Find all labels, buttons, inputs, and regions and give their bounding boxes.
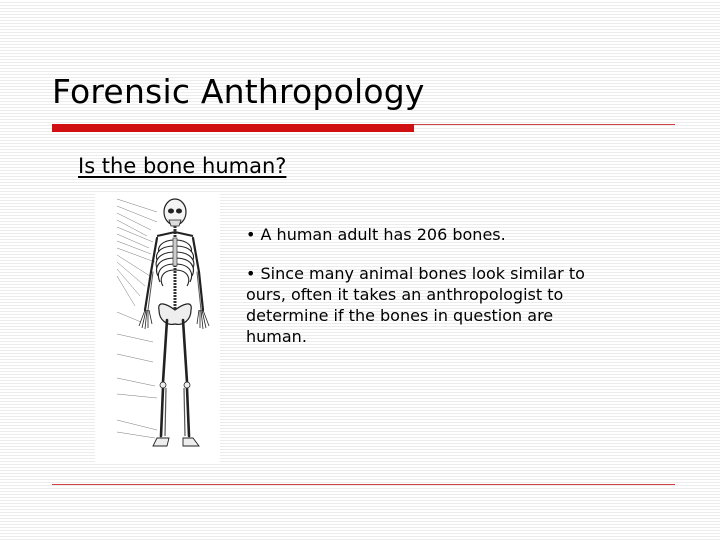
title-divider-line xyxy=(414,124,675,125)
bullet-item: • A human adult has 206 bones. xyxy=(246,225,506,244)
skeleton-drawing xyxy=(95,192,220,462)
footer-divider-line xyxy=(52,484,675,485)
slide-title: Forensic Anthropology xyxy=(52,72,425,111)
bullet-list xyxy=(246,224,606,365)
title-accent-bar xyxy=(52,124,414,132)
skeleton-illustration xyxy=(95,192,220,462)
bullet-item: • Since many animal bones look similar to ours, often it takes an anthropologist to determine if the bones in question are human. xyxy=(246,264,585,346)
slide-subtitle: Is the bone human? xyxy=(78,154,287,178)
